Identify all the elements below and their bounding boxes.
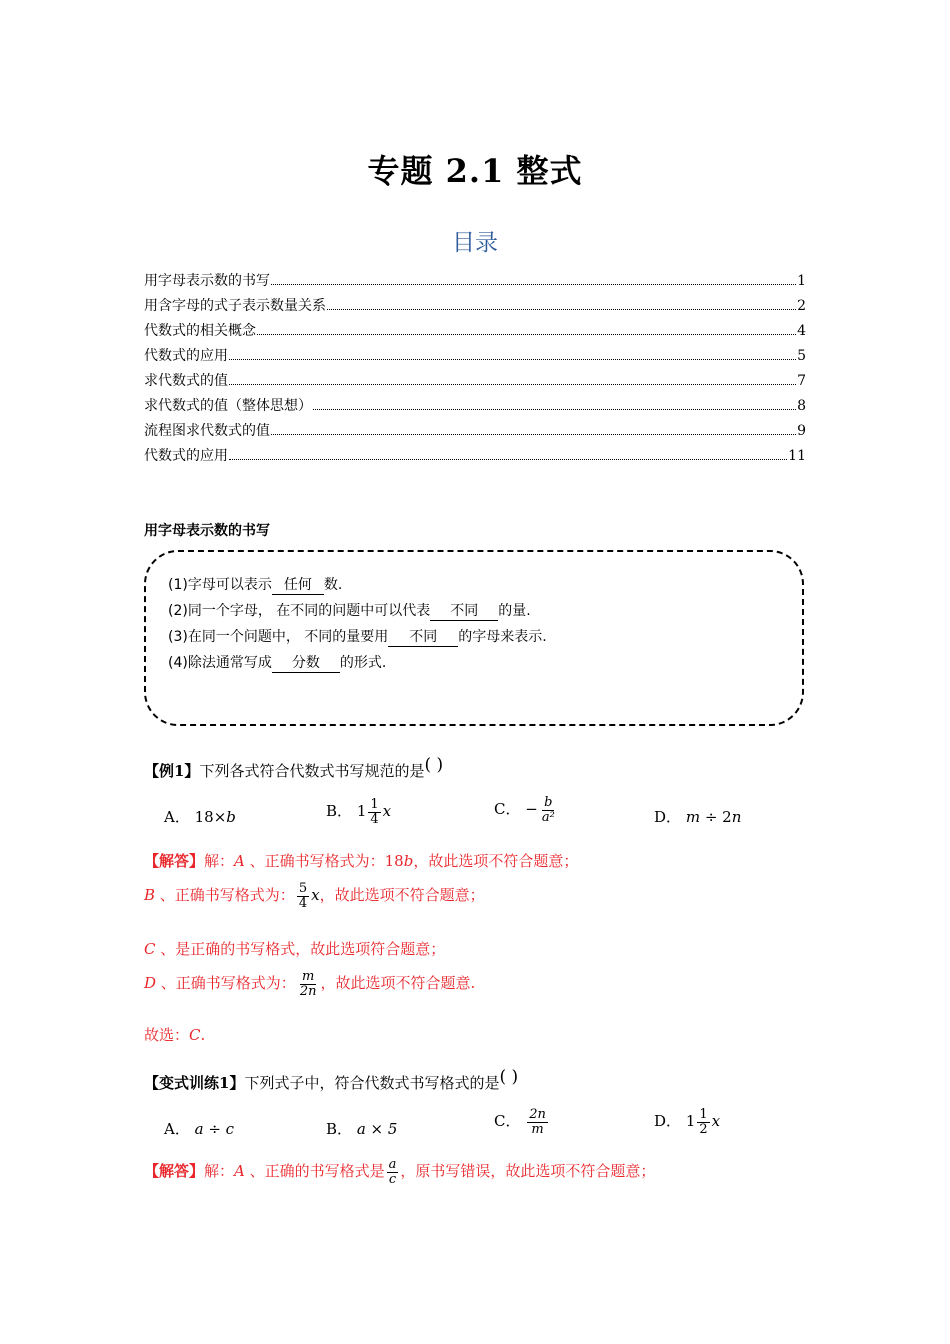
box-line: [168, 626, 547, 647]
option-var: b: [403, 852, 414, 870]
fraction-denominator: m: [531, 1121, 544, 1137]
option-label: C．: [494, 1112, 521, 1131]
option-expr: ÷ 2: [700, 808, 732, 826]
box-line-text: (3)在同一个问题中， 不同的量要用: [168, 629, 389, 645]
option-label: B．: [326, 802, 353, 821]
solution-text: 、正确书写格式为：18: [244, 852, 404, 870]
toc-entry[interactable]: [144, 345, 806, 370]
question-text: 下列式子中，符合代数式书写格式的是: [244, 1074, 500, 1092]
solution-text: .: [200, 1026, 206, 1044]
toc-entry-page: 2: [797, 298, 806, 314]
toc-entry-page: 7: [797, 373, 806, 389]
toc-entry[interactable]: [144, 370, 806, 395]
option-label: C．: [494, 800, 521, 819]
fraction-denominator: 2n: [299, 983, 317, 999]
solution-line: [144, 970, 475, 998]
fraction: [697, 1108, 709, 1136]
box-line: [168, 652, 386, 673]
fraction-numerator: 2n: [529, 1107, 546, 1122]
box-line-text: 数.: [323, 577, 343, 593]
solution-line: [144, 1024, 205, 1045]
option-c[interactable]: [494, 1108, 550, 1136]
answer-paren: ( ): [424, 755, 444, 775]
option-label: D．: [654, 808, 682, 826]
toc-entry-label[interactable]: 求代数式的值: [144, 373, 228, 389]
option-expr: 18×: [194, 808, 227, 826]
toc-entry-label[interactable]: 代数式的相关概念: [144, 323, 256, 339]
option-ref: A: [234, 1162, 245, 1181]
toc-leader-dots: [229, 359, 796, 360]
option-b[interactable]: [326, 1118, 397, 1139]
toc-leader-dots: [257, 334, 796, 335]
option-var: m: [685, 808, 701, 826]
fraction-numerator: 1: [699, 1107, 708, 1122]
fraction-denominator: 2: [699, 1121, 708, 1137]
option-var: x: [711, 1112, 721, 1131]
option-ref: C: [189, 1026, 201, 1044]
solution-text: ，故此选项不符合题意；: [413, 852, 579, 870]
option-d[interactable]: [654, 1108, 720, 1136]
fraction-numerator: 5: [298, 881, 308, 896]
box-line: [168, 574, 342, 595]
page-title: 专题 2.1 整式: [367, 152, 583, 190]
minus-sign: −: [525, 800, 538, 819]
toc-entry-label[interactable]: 用含字母的式子表示数量关系: [144, 298, 326, 314]
fraction: [387, 1158, 399, 1186]
option-c[interactable]: [494, 796, 559, 824]
option-label: B．: [326, 1120, 353, 1138]
toc-entry[interactable]: [144, 295, 806, 320]
box-line-text: (1)字母可以表示: [168, 577, 272, 593]
section-title: 用字母表示数的书写: [144, 523, 270, 539]
toc-entry-label[interactable]: 求代数式的值（整体思想）: [144, 398, 312, 414]
option-label: D．: [654, 1112, 682, 1131]
fraction-denominator: 4: [370, 811, 379, 827]
example-tag: 【例1】: [144, 762, 200, 780]
solution-line: [144, 1158, 655, 1186]
option-a[interactable]: [164, 806, 236, 827]
toc-leader-dots: [229, 459, 787, 460]
fraction-numerator: 1: [370, 797, 379, 812]
solution-text: 故选：: [144, 1026, 190, 1044]
solution-line: [144, 938, 445, 959]
box-line-text: 的量.: [498, 603, 531, 619]
option-var: x: [311, 886, 320, 905]
option-ref: A: [234, 852, 245, 870]
option-a[interactable]: [164, 1118, 234, 1139]
box-line-text: (2)同一个字母， 在不同的问题中可以代表: [168, 603, 431, 619]
toc-entry-label[interactable]: 流程图求代数式的值: [144, 423, 270, 439]
option-var: b: [226, 808, 236, 826]
toc-entry-page: 8: [797, 398, 806, 414]
solution-text: 、是正确的书写格式，故此选项符合题意；: [155, 940, 446, 958]
toc-leader-dots: [271, 434, 796, 435]
toc-entry[interactable]: [144, 320, 806, 345]
solution-text: 、正确的书写格式是: [244, 1162, 385, 1181]
mixed-whole: 1: [685, 1112, 696, 1131]
toc-heading: 目录: [452, 230, 498, 256]
practice-tag: 【变式训练1】: [144, 1074, 245, 1092]
mixed-whole: 1: [356, 802, 367, 821]
toc-entry[interactable]: [144, 270, 806, 295]
solution-text: 解：: [204, 852, 235, 870]
option-b[interactable]: [326, 798, 391, 826]
toc-entry-label[interactable]: 代数式的应用: [144, 348, 228, 364]
toc-entry[interactable]: [144, 420, 806, 445]
fraction: [297, 882, 309, 910]
option-ref: B: [144, 886, 156, 905]
fraction: [298, 970, 319, 998]
toc-leader-dots: [313, 409, 796, 410]
fraction-denominator: a²: [541, 809, 555, 825]
option-var: x: [382, 802, 392, 821]
solution-line: [144, 882, 485, 910]
toc-entry[interactable]: [144, 395, 806, 420]
fill-blank: 分数: [272, 652, 340, 673]
option-d[interactable]: [654, 806, 741, 827]
box-line: [168, 600, 531, 621]
fraction: [368, 798, 380, 826]
box-line-text: 的字母来表示.: [458, 629, 547, 645]
fraction-numerator: m: [301, 969, 315, 984]
fill-blank: 不同: [388, 626, 458, 647]
box-line-text: 的形式.: [339, 655, 387, 671]
box-line-text: (4)除法通常写成: [168, 655, 272, 671]
toc-entry-label[interactable]: 用字母表示数的书写: [144, 273, 270, 289]
fraction-denominator: 4: [298, 895, 308, 911]
fraction-numerator: a: [388, 1157, 397, 1172]
example-question: [144, 755, 444, 781]
fraction-denominator: c: [388, 1171, 397, 1187]
fraction: [527, 1108, 548, 1136]
option-ref: C: [144, 940, 156, 958]
solution-text: 、正确书写格式为：: [155, 886, 295, 905]
toc-entry-page: 4: [797, 323, 806, 339]
toc-leader-dots: [327, 309, 796, 310]
option-expr: a × 5: [356, 1120, 398, 1138]
answer-paren: ( ): [499, 1067, 519, 1087]
fill-blank: 任何: [272, 574, 324, 595]
toc-entry-page: 11: [788, 448, 806, 464]
practice-question: [144, 1067, 519, 1093]
solution-text: ，故此选项不符合题意.: [320, 974, 476, 993]
solution-text: 、正确书写格式为：: [156, 974, 296, 993]
solution-text: ，故此选项不符合题意；: [319, 886, 485, 905]
toc-entry-page: 1: [797, 273, 806, 289]
toc-entry[interactable]: [144, 445, 806, 470]
fraction: [540, 796, 557, 824]
toc-entry-label[interactable]: 代数式的应用: [144, 448, 228, 464]
toc-leader-dots: [229, 384, 796, 385]
option-expr: a ÷ c: [194, 1120, 235, 1138]
option-ref: D: [144, 974, 157, 993]
solution-tag: 【解答】: [144, 852, 205, 870]
option-label: A．: [164, 808, 190, 826]
fraction-numerator: b: [544, 795, 553, 810]
solution-text: ，原书写错误，故此选项不符合题意；: [400, 1162, 656, 1181]
option-var: n: [731, 808, 742, 826]
knowledge-box: [144, 550, 804, 726]
question-text: 下列各式符合代数式书写规范的是: [199, 762, 425, 780]
toc-entry-page: 5: [797, 348, 806, 364]
solution-line: [144, 850, 578, 871]
option-label: A．: [164, 1120, 190, 1138]
toc-leader-dots: [271, 284, 796, 285]
solution-text: 解：: [204, 1162, 235, 1181]
solution-tag: 【解答】: [144, 1162, 205, 1181]
table-of-contents: [144, 270, 806, 470]
toc-entry-page: 9: [797, 423, 806, 439]
fill-blank: 不同: [430, 600, 498, 621]
